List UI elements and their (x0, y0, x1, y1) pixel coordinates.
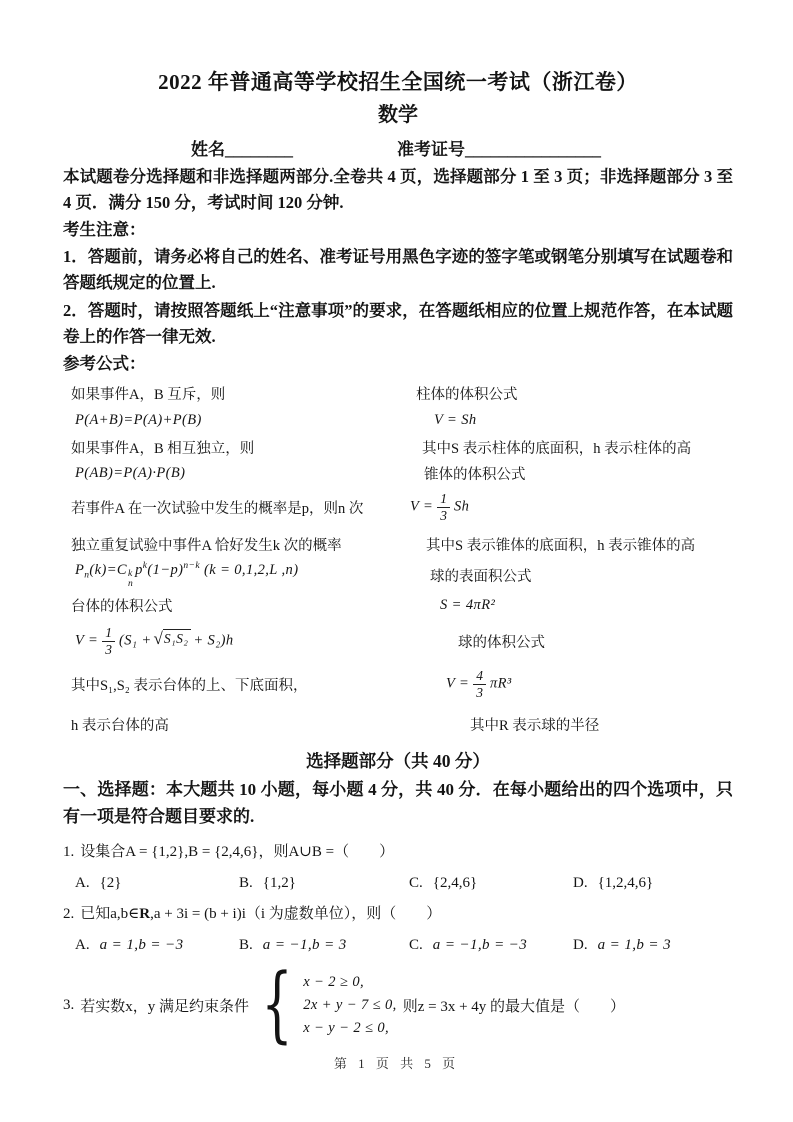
option-text: {2} (99, 875, 122, 891)
section-heading: 选择题部分（共 40 分） (306, 751, 490, 771)
option-a: A. a = 1,b = −3 (75, 937, 184, 953)
left-curly-brace: { (261, 957, 293, 1052)
cone-volume-formula: V = $\frac{1}{3}$ Sh (410, 490, 470, 523)
page-footer: 第 1 页 共 5 页 (333, 1056, 460, 1071)
formula-math: S = 4πR² (440, 596, 496, 613)
formula-text: 若事件A 在一次试验中发生的概率是p，则n 次 (71, 500, 364, 517)
formula-row (63, 380, 733, 407)
question-2-options (63, 937, 733, 954)
formula-text: 其中S₁,S₂ 表示台体的上、下底面积， (71, 677, 308, 694)
formula-row (63, 590, 733, 620)
formula-text: 其中S 表示柱体的底面积，h 表示柱体的高 (422, 440, 692, 457)
option-text: a = 1,b = −3 (99, 937, 184, 953)
formula-row (63, 706, 733, 742)
binomial-probability-formula: $P_n(k)=C$ k n $p^k(1-p)^{n-k}$ (k = 0,1,2,L ,n) (75, 560, 299, 590)
question-stem: 已知a,b∈R,a + 3i = (b + i)i（i 为虚数单位），则（ ） (80, 906, 442, 922)
formula-math: V = Sh (434, 412, 477, 428)
square-root: √ S₁S₂ (154, 629, 192, 647)
notice-item-1: 1．答题前，请务必将自己的姓名、准考证号用黑色字迹的签字笔或钢笔分别填写在试题卷和答题纸规定的位置上. (63, 247, 733, 292)
notice-title: 考生注意： (63, 220, 146, 239)
option-text: {1,2,4,6} (597, 875, 654, 891)
constraint-line: x − 2 ≥ 0, (303, 973, 364, 990)
formula-text: 柱体的体积公式 (416, 387, 518, 403)
page-subtitle: 数学 (378, 104, 418, 126)
formula-text: 独立重复试验中事件A 恰好发生k 次的概率 (71, 537, 342, 554)
option-d: D. a = 1,b = 3 (573, 937, 671, 953)
option-text: {1,2} (262, 875, 296, 891)
exam-id-blank: ________________ (465, 140, 601, 159)
frustum-volume-formula: V = $\frac{1}{3}$ (S₁ + √ S₁S₂ + S₂)h (75, 624, 234, 657)
exam-id-label: 准考证号 (397, 140, 465, 159)
formulas-title: 参考公式： (63, 354, 146, 373)
formula-row (63, 434, 733, 460)
option-a: A. {2} (75, 875, 122, 891)
formula-text: 球的表面积公式 (430, 569, 532, 585)
option-text: a = 1,b = 3 (597, 937, 671, 953)
fraction: $\frac{1}{3}$ (437, 491, 450, 523)
formula-text: 锥体的体积公式 (424, 467, 526, 483)
option-c: C. a = −1,b = −3 (409, 937, 528, 953)
question-1 (63, 840, 733, 864)
formula-row (63, 527, 733, 561)
formula-row (63, 620, 733, 662)
question-number: 2. (63, 906, 75, 922)
question-stem-post: 则z = 3x + 4y 的最大值是（ ） (402, 998, 626, 1015)
page-title: 2022 年普通高等学校招生全国统一考试（浙江卷） (158, 70, 638, 94)
name-label: 姓名 (191, 140, 225, 159)
formula-text: 其中S 表示锥体的底面积，h 表示锥体的高 (426, 537, 696, 554)
candidate-info-row (191, 138, 733, 162)
section-instructions: 一、选择题：本大题共 10 小题，每小题 4 分，共 40 分．在每小题给出的四个选项中，只有一项是符合题目要求的. (63, 780, 733, 826)
formula-text: 球的体积公式 (458, 634, 545, 651)
intro-paragraph: 本试题卷分选择题和非选择题两部分.全卷共 4 页，选择题部分 1 至 3 页；非选择题部分 3 至 4 页．满分 150 分，考试时间 120 分钟. (63, 167, 733, 212)
option-c: C. {2,4,6} (409, 875, 478, 891)
formula-math: P(A+B)=P(A)+P(B) (75, 412, 202, 428)
question-stem-pre: 若实数x，y 满足约束条件 (80, 998, 250, 1015)
constraint-lines (303, 974, 397, 1037)
reference-formulas (63, 380, 733, 742)
question-3 (63, 957, 733, 1052)
option-text: {2,4,6} (432, 875, 478, 891)
constraint-line: 2x + y − 7 ≤ 0, (303, 996, 397, 1013)
formula-row (63, 407, 733, 434)
constraint-line: x − y − 2 ≤ 0, (303, 1019, 390, 1036)
formula-text: 台体的体积公式 (71, 598, 173, 615)
formula-math: P(AB)=P(A)·P(B) (75, 465, 186, 481)
option-b: B. a = −1,b = 3 (239, 937, 347, 953)
reals-symbol: R (139, 906, 151, 922)
question-number: 3. (63, 996, 75, 1013)
sphere-volume-formula: V = $\frac{4}{3}$ πR³ (446, 667, 512, 700)
formula-row (63, 460, 733, 487)
option-text: a = −1,b = 3 (262, 937, 347, 953)
option-text: a = −1,b = −3 (432, 937, 528, 953)
formula-text: 其中R 表示球的半径 (470, 717, 600, 734)
option-b: B. {1,2} (239, 875, 296, 891)
question-number: 1. (63, 844, 75, 860)
question-1-options (63, 875, 733, 892)
constraint-system (251, 957, 397, 1052)
formula-row (63, 662, 733, 706)
question-stem: 设集合A = {1,2},B = {2,4,6}，则A∪B =（ ） (80, 844, 395, 860)
formula-row (63, 487, 733, 527)
formula-text: 如果事件A，B 相互独立，则 (71, 440, 255, 457)
formula-text: h 表示台体的高 (71, 717, 169, 734)
stacked-scripts: k n (127, 569, 134, 590)
question-2 (63, 902, 733, 926)
formula-row (63, 561, 733, 590)
fraction: $\frac{1}{3}$ (102, 625, 115, 657)
formula-text: 如果事件A，B 互斥，则 (71, 387, 226, 403)
fraction: $\frac{4}{3}$ (473, 668, 486, 700)
exam-id-group (397, 138, 601, 162)
notice-item-2: 2．答题时，请按照答题纸上“注意事项”的要求，在答题纸相应的位置上规范作答，在本试题卷上的作答一律无效. (63, 301, 733, 346)
option-d: D. {1,2,4,6} (573, 875, 654, 891)
name-blank: ________ (225, 140, 293, 159)
